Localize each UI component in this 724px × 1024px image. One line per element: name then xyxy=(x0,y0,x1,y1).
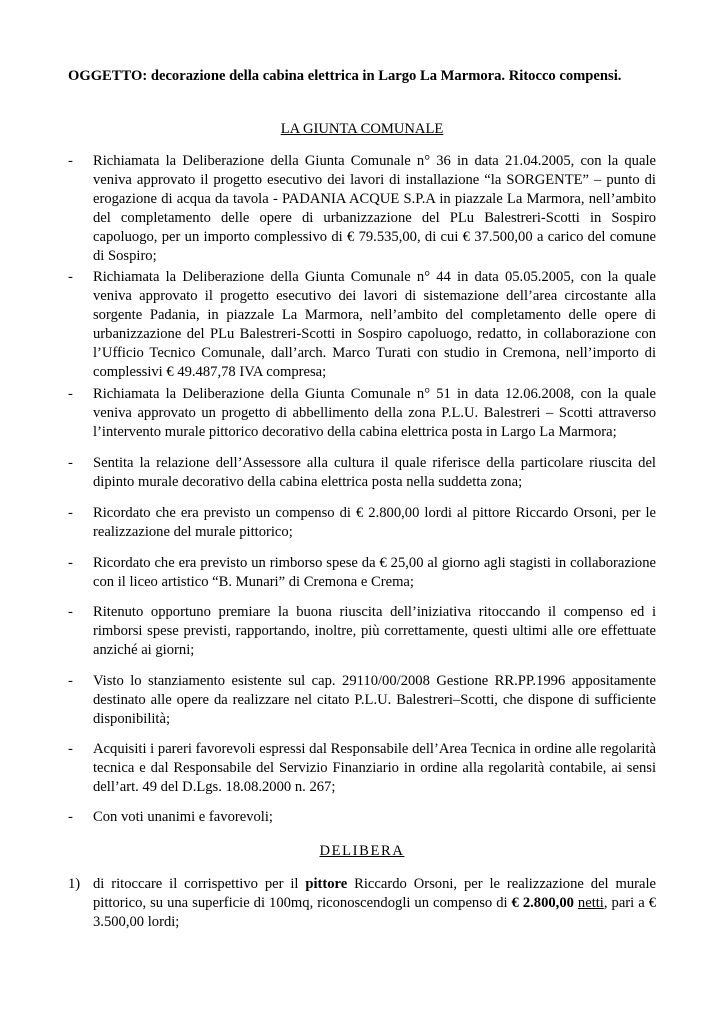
premise-text: Richiamata la Deliberazione della Giunta Comunale n° 36 in data 21.04.2005, con la quale veniva approvato il progetto esecutivo dei lavori di installazione “la SORGENTE” – punto di erogazione di acqua da tavola - PADANIA ACQUE S.P.A in piazzale La Marmora, nell’ambito del completamento delle opere di urbanizzazione del PLu Balestreri-Scotti in Sospiro capoluogo, per un importo complessivo di € 79.535,00, di cui € 37.500,00 a carico del comune di Sospiro; xyxy=(93,153,656,264)
bullet-dash: - xyxy=(68,741,73,757)
premise-text: Con voti unanimi e favorevoli; xyxy=(93,809,273,825)
bullet-dash: - xyxy=(68,673,73,689)
resolution-bold-pittore: pittore xyxy=(305,876,348,892)
resolution-bold-amount: € 2.800,00 xyxy=(511,895,574,911)
bullet-dash: - xyxy=(68,455,73,471)
premise-item xyxy=(68,603,656,660)
bullet-dash: - xyxy=(68,505,73,521)
premise-item xyxy=(68,808,656,827)
premise-text: Ricordato che era previsto un compenso di € 2.800,00 lordi al pittore Riccardo Orsoni, per le realizzazione del murale pittorico; xyxy=(93,505,656,540)
subject-line: OGGETTO: decorazione della cabina elettrica in Largo La Marmora. Ritocco compensi. xyxy=(68,68,622,84)
premise-text: Richiamata la Deliberazione della Giunta Comunale n° 44 in data 05.05.2005, con la quale veniva approvato il progetto esecutivo dei lavori di sistemazione dell’area circostante alla sorgente Padania, in piazzale La Marmora, nell’ambito del completamento delle opere di urbanizzazione del PLu Balestreri-Scotti in Sospiro capoluogo, redatto, in collaborazione con l’Ufficio Tecnico Comunale, dall’arch. Marco Turati con studio in Cremona, nell’importo di complessivi € 49.487,78 IVA compresa; xyxy=(93,269,656,380)
premise-item xyxy=(68,504,656,542)
bullet-dash: - xyxy=(68,153,73,169)
premise-item xyxy=(68,385,656,442)
premise-text: Ritenuto opportuno premiare la buona riuscita dell’iniziativa ritoccando il compenso ed i rimborsi spese previsti, rapportando, inoltre, più correttamente, questi ultimi alle ore effettuate anziché ai giorni; xyxy=(93,604,656,658)
heading-la-giunta-comunale: LA GIUNTA COMUNALE xyxy=(280,121,444,137)
bullet-dash: - xyxy=(68,269,73,285)
premise-item xyxy=(68,554,656,592)
resolution-text-part: Riccardo Orsoni, per le realizzazione del murale pittorico, su una superficie di 100mq, riconoscendogli un compenso di xyxy=(93,876,657,911)
premise-text: Sentita la relazione dell’Assessore alla cultura il quale riferisce della particolare riuscita del dipinto murale decorativo della cabina elettrica posta nella suddetta zona; xyxy=(93,455,656,490)
premise-item xyxy=(68,672,656,729)
resolution-item xyxy=(68,875,656,932)
bullet-dash: - xyxy=(68,386,73,402)
premise-item xyxy=(68,268,656,382)
heading-delibera: DELIBERA xyxy=(319,843,405,859)
resolution-underlined-netti: netti xyxy=(577,895,604,911)
premise-text: Richiamata la Deliberazione della Giunta Comunale n° 51 in data 12.06.2008, con la quale veniva approvato un progetto di abbellimento della zona P.L.U. Balestreri – Scotti attraverso l’intervento murale pittorico decorativo della cabina elettrica posta in Largo La Marmora; xyxy=(93,386,656,440)
premise-item xyxy=(68,152,656,266)
resolution-text-part: , pari a € 3.500,00 lordi; xyxy=(93,895,656,930)
premise-item xyxy=(68,454,656,492)
premise-item xyxy=(68,740,656,797)
premise-text: Acquisiti i pareri favorevoli espressi dal Responsabile dell’Area Tecnica in ordine alle regolarità tecnica e dal Responsabile del Servizio Finanziario in ordine alla regolarità contabile, ai sensi dell’art. 49 del D.Lgs. 18.08.2000 n. 267; xyxy=(93,741,656,795)
bullet-dash: - xyxy=(68,809,73,825)
resolution-text xyxy=(93,875,656,932)
premise-text: Visto lo stanziamento esistente sul cap. 29110/00/2008 Gestione RR.PP.1996 appositamente destinato alle opere da realizzare nel citato P.L.U. Balestreri–Scotti, che dispone di sufficiente disponibilità; xyxy=(93,673,656,727)
bullet-dash: - xyxy=(68,604,73,620)
resolution-text-part: di ritoccare il corrispettivo per il xyxy=(93,876,306,892)
resolution-number: 1) xyxy=(68,876,81,892)
bullet-dash: - xyxy=(68,555,73,571)
premise-text: Ricordato che era previsto un rimborso spese da € 25,00 al giorno agli stagisti in collaborazione con il liceo artistico “B. Munari” di Cremona e Crema; xyxy=(93,555,656,590)
